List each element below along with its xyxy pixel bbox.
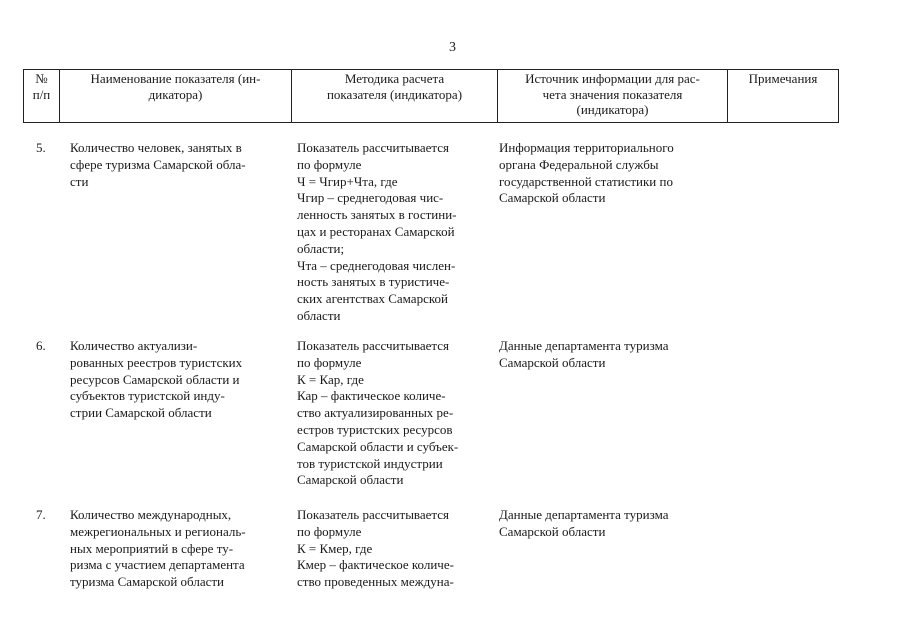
header-source: Источник информации для рас- чета значения показателя (индикатора) bbox=[498, 70, 728, 123]
row-number: 6. bbox=[36, 338, 46, 353]
header-notes: Примечания bbox=[728, 70, 839, 123]
calculation-method: Показатель рассчитывается по формуле К = Кар, где Кар – фактическое количе- ство актуализированных ре- естров туристских ресурсов Самарской области и субъек- тов туристской индустрии Самарской области bbox=[297, 338, 459, 488]
row-number: 5. bbox=[36, 140, 46, 155]
header-num: № п/п bbox=[24, 70, 60, 123]
information-source: Данные департамента туризма Самарской области bbox=[499, 338, 669, 370]
indicator-name: Количество человек, занятых в сфере туризма Самарской обла- сти bbox=[70, 140, 246, 189]
calculation-method: Показатель рассчитывается по формуле Ч = Чгир+Чта, где Чгир – среднегодовая чис- ленность занятых в гостини- цах и ресторанах Самарской области; Чта – среднегодовая числен- ность занятых в туристиче- ских агентствах Самарской области bbox=[297, 140, 457, 323]
indicator-name: Количество актуализи- рованных реестров туристских ресурсов Самарской области и субъектов туристской инду- стрии Самарской области bbox=[70, 338, 243, 421]
row-number: 7. bbox=[36, 507, 46, 522]
header-method: Методика расчета показателя (индикатора) bbox=[292, 70, 498, 123]
page-number: 3 bbox=[449, 40, 456, 55]
indicator-name: Количество международных, межрегиональных и региональ- ных мероприятий в сфере ту- ризма с участием департамента туризма Самарской области bbox=[70, 507, 246, 590]
information-source: Информация территориального органа Федеральной службы государственной статистики по Самарской области bbox=[499, 140, 674, 206]
header-name: Наименование показателя (ин- дикатора) bbox=[60, 70, 292, 123]
table-header bbox=[23, 69, 839, 123]
information-source: Данные департамента туризма Самарской области bbox=[499, 507, 669, 539]
calculation-method: Показатель рассчитывается по формуле К = Кмер, где Кмер – фактическое количе- ство проведенных междуна- bbox=[297, 507, 454, 590]
header-row bbox=[24, 70, 839, 123]
